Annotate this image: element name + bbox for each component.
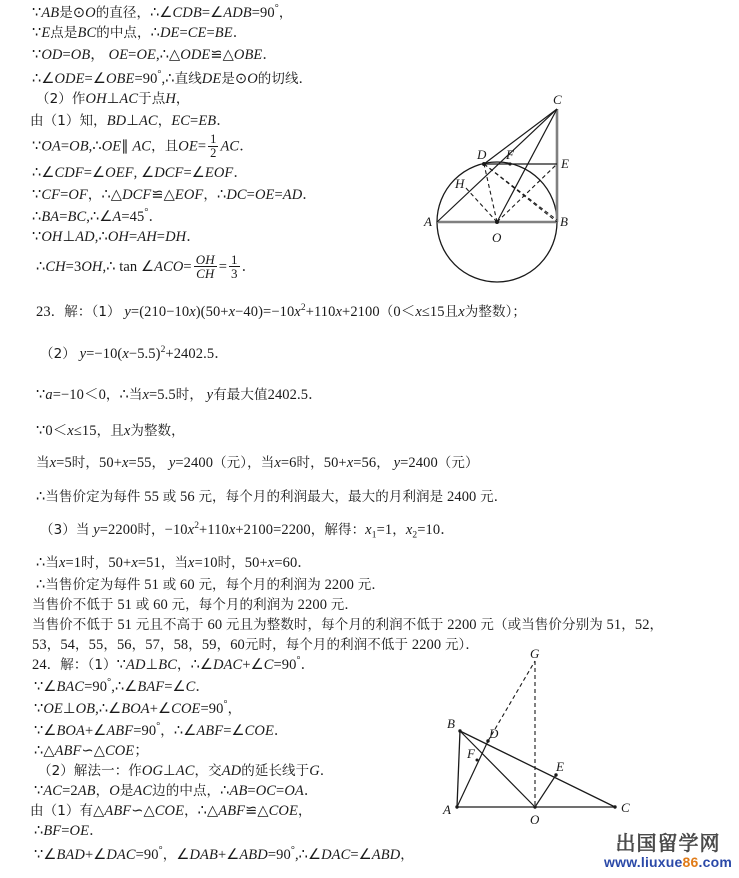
label-E: E [561, 156, 569, 171]
label-D: D [489, 726, 499, 741]
text-line-q22-4: ∴∠ODE=∠OBE=90°,∴直线DE是⊙O的切线． [32, 69, 313, 87]
text-line-q23-i: 53，54，55，56，57，58，59，60元时，每个月的利润不低于 2200 元）． [32, 637, 480, 653]
point-O [533, 805, 536, 808]
label-O: O [492, 230, 502, 245]
label-E: E [556, 759, 564, 774]
text-line-q24-9: ∴BF=OE． [34, 823, 104, 839]
point-A [455, 805, 458, 808]
segment-AC [437, 109, 557, 222]
label-B: B [447, 716, 455, 731]
segment-OH-dashed [465, 187, 497, 222]
text-line-q23-part3: （3）当 y=2200时，$-10x^2+110x+2100=2200$，解得：$x_1=1$，$x_2=10$． [40, 521, 455, 541]
segment-CD [484, 109, 557, 164]
text-line-q22-12: ∴CH=3OH,∴ tan ∠ACO= $\frac{OH}{CH}$ = $\frac{1}{3}$ ． [36, 252, 257, 282]
point-D [482, 162, 486, 166]
text-line-q22-3: ∵OD=OB， OE=OE,∴△ODE≌△OBE． [32, 47, 278, 63]
text-line-q22-1: ∵AB是⊙O的直径，∴∠CDB=∠ADB=90°， [32, 3, 293, 21]
label-F: F [467, 746, 475, 761]
text-line-q24-8: 由（1）有△ABF∽△COE，∴△ABF≌△COE， [30, 803, 312, 819]
text-line-q24-6: （2）解法一：作OG⊥AC，交AD的延长线于G． [38, 763, 334, 779]
point-B [458, 729, 461, 732]
watermark-url [598, 855, 738, 870]
diagram-circle-tangent [414, 92, 614, 297]
text-line-q22-8: ∴∠CDF=∠OEF, ∠DCF=∠EOF． [32, 165, 249, 181]
text-line-q23-e: ∴当x=1时，50+x=51，当x=10时，50+x=60． [36, 555, 312, 571]
text-line-q22-9: ∵CF=OF，∴△DCF≌△EOF，∴DC=OE=AD． [32, 187, 317, 203]
segment-CO [497, 109, 557, 222]
diagram-right-triangle [430, 648, 640, 828]
text-line-q23-c: 当x=5时，50+x=55， y=2400（元），当x=6时，50+x=56， y=2400（元） [36, 455, 479, 471]
text-line-q24-10: ∵∠BAD+∠DAC=90°，∠DAB+∠ABD=90°,∴∠DAC=∠ABD， [34, 845, 414, 863]
point-F [476, 759, 479, 762]
text-line-q23-g: 当售价不低于 51 或 60 元，每个月的利润为 2200 元． [32, 597, 358, 613]
watermark-site-name: 出国留学网 [615, 831, 721, 855]
text-line-q22-2: ∵E点是BC的中点，∴DE=CE=BE． [32, 25, 248, 41]
label-H: H [455, 176, 465, 191]
text-line-q24-3: ∵OE⊥OB,∴∠BOA+∠COE=90°， [34, 699, 242, 717]
watermark-url-suffix: .com [698, 854, 732, 870]
text-line-q23-b: ∵0＜x≤15，且x为整数， [36, 423, 185, 439]
segment-BO [460, 731, 535, 807]
label-G: G [530, 648, 540, 661]
text-line-q23-header: 23．解：（1） $y=(210-10x)(50+x-40)=-10x^2+110x+2100(0<x\le 15$且x为整数）； [36, 303, 527, 320]
label-A: A [424, 214, 432, 229]
text-line-q23-part2: （2） $y=-10(x-5.5)^2+2402.5$． [40, 345, 229, 362]
text-line-q23-d: ∴当售价定为每件 55 或 56 元，每个月的利润最大，最大的月利润是 2400 元． [36, 489, 508, 505]
text-line-q22-7: ∵OA=OB,∴OE∥ AC，且OE= $\frac{1}{2}$ AC． [32, 132, 254, 160]
label-C: C [621, 800, 630, 815]
point-O [495, 220, 499, 224]
text-line-q22-6: 由（1）知，BD⊥AC，EC=EB． [30, 113, 231, 129]
label-C: C [553, 92, 562, 107]
point-F [508, 162, 511, 165]
label-A: A [443, 802, 451, 817]
label-O: O [530, 812, 540, 827]
label-B: B [560, 214, 568, 229]
watermark-url-prefix: www.liuxue [604, 854, 683, 870]
segment-AB [457, 731, 460, 807]
text-line-q22-10: ∴BA=BC,∴∠A=45°． [32, 207, 164, 225]
text-line-q24-2: ∵∠BAC=90°,∴∠BAF=∠C． [34, 677, 211, 695]
watermark-url-highlight: 86 [682, 854, 699, 870]
label-D: D [477, 147, 487, 162]
point-C [613, 805, 616, 808]
label-F: F [506, 147, 514, 162]
text-line-q22-5: （2）作OH⊥AC于点H， [36, 91, 190, 107]
text-line-q23-h: 当售价不低于 51 元且不高于 60 元且为整数时，每个月的利润不低于 2200 元（或当售价分别为 51，52， [32, 617, 664, 633]
text-line-q23-f: ∴当售价定为每件 51 或 60 元，每个月的利润为 2200 元． [36, 577, 385, 593]
text-line-q24-4: ∵∠BOA+∠ABF=90°，∴∠ABF=∠COE． [34, 721, 289, 739]
segment-OE [535, 775, 556, 807]
text-line-q23-a: ∵a=−10＜0，∴当x=5.5时， y有最大值2402.5． [36, 387, 323, 403]
text-line-q24-7: ∵AC=2AB，O是AC边的中点，∴AB=OC=OA． [34, 783, 319, 799]
text-line-q24-5: ∴△ABF∽△COE； [34, 743, 149, 759]
text-line-q22-11: ∵OH⊥AD,∴OH=AH=DH． [32, 229, 201, 245]
segment-BC [460, 731, 615, 807]
text-line-q24-1: 24．解：（1）∵AD⊥BC，∴∠DAC+∠C=90°． [32, 655, 316, 673]
watermark [598, 833, 738, 870]
